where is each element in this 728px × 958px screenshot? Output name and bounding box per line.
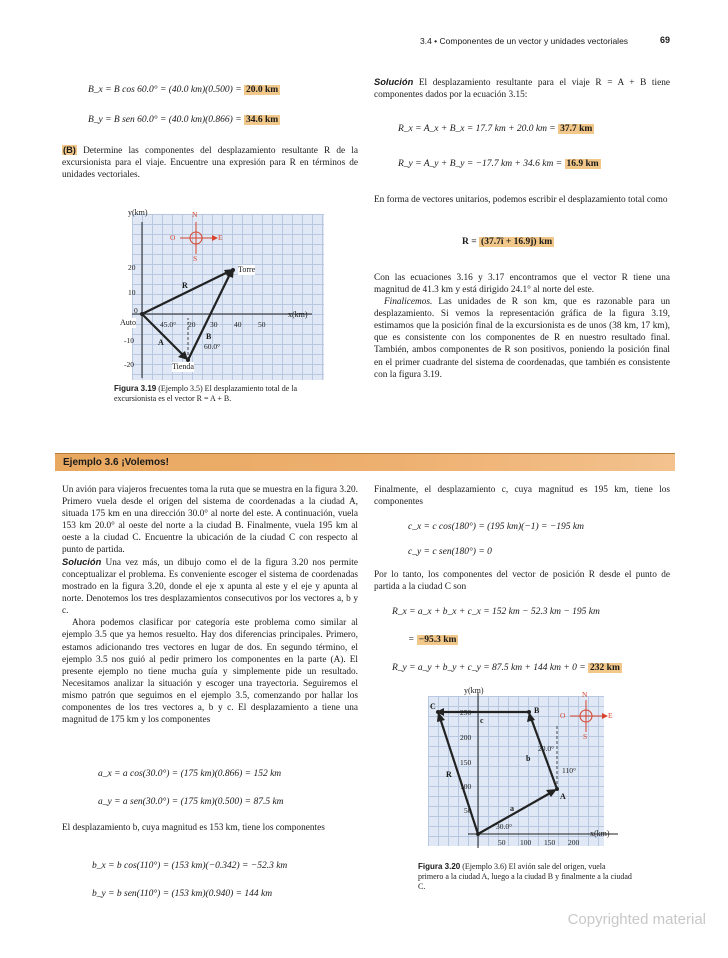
c-displacement-paragraph: Finalmente, el desplazamiento c, cuya magnitud es 195 km, tiene los componentes — [374, 485, 670, 508]
fig319-compass-n: N — [192, 210, 198, 219]
equation-ax: a_x = a cos(30.0°) = (175 km)(0.866) = 152 km — [98, 769, 282, 779]
fig319-ytick-10: 10 — [128, 288, 136, 297]
figure-3-19-caption-text: (Ejemplo 3.5) El desplazamiento total de la excursionista es el vector R = A + B. — [114, 384, 298, 403]
equation-rx-bottom-result: −95.3 km — [418, 635, 457, 645]
figure-3-19-caption-label: Figura 3.19 — [114, 384, 157, 393]
figure-3-19 — [112, 208, 324, 380]
fig320-xtick-150: 150 — [544, 838, 556, 847]
compass-icon — [180, 222, 218, 254]
fig320-city-b: B — [534, 706, 540, 715]
part-b-paragraph — [62, 144, 358, 181]
figure-3-20-caption-label: Figura 3.20 — [418, 862, 461, 871]
vector-r — [142, 271, 230, 314]
fig320-angle-110: 110° — [562, 766, 576, 775]
example-intro: Un avión para viajeros frecuentes toma la ruta que se muestra en la figura 3.20. Primero vuela desde el origen del sistema de coordenadas a la ciudad A, situada 175 km en una dirección 30.0° al norte del este. A continuación, vuela 153 km 20.0° al oeste del norte a la ciudad B. Finalmente, vuela 195 km al oeste a la ciudad C. Encuentre la ubicación de la ciudad C con respecto al punto de partida. — [62, 485, 358, 556]
equation-r-unit — [462, 236, 554, 248]
finalize-paragraph — [374, 296, 670, 381]
equation-rx-bottom-2 — [408, 634, 458, 646]
fig319-label-r: R — [182, 281, 188, 290]
equation-ry-top-result: 16.9 km — [566, 159, 599, 169]
fig319-xtick-40: 40 — [234, 320, 242, 329]
fig320-xtick-200: 200 — [568, 838, 580, 847]
fig319-ytick-0: 0 — [134, 306, 138, 315]
solution-label-top: Solución — [374, 77, 414, 87]
example-banner — [55, 453, 675, 471]
fig320-city-c: C — [430, 702, 436, 711]
equation-bx-2: b_x = b cos(110°) = (153 km)(−0.342) = −52.3 km — [92, 861, 288, 871]
running-header — [420, 36, 628, 47]
example-solution-s2: Ahora podemos clasificar por categoría este problema como similar al ejemplo 3.5 que ya hemos resuelto. Hay dos diferencias principales. Primero, estamos adicionando tres vectores en lugar de dos. En segundo término, el ejemplo 3.5 nos guió al pedir primero los componentes en la parte (A). El presente ejemplo no tiene mucha guía y simplemente pide un resultado. Necesitamos analizar la situación y escoger una trayectoria. Seguiremos el mismo patrón que seguimos en el ejemplo 3.5, comenzando por hallar los componentes de los tres vectores a, b y c. El desplazamiento a tiene una magnitud de 175 km y los componentes — [62, 618, 358, 726]
equation-ry-top — [398, 158, 601, 170]
fig319-label-torre: Torre — [238, 265, 256, 274]
fig320-vec-r: R — [446, 770, 452, 779]
equation-bx-text: B_x = B cos 60.0° = (40.0 km)(0.500) = — [88, 85, 242, 95]
unit-vector-paragraph: En forma de vectores unitarios, podemos escribir el desplazamiento total como — [374, 195, 668, 205]
running-title: 3.4 • Componentes de un vector y unidades vectoriales — [420, 36, 629, 46]
magnitude-paragraph — [374, 272, 670, 381]
fig319-ytick-20: 20 — [128, 263, 136, 272]
equation-ry-bottom-text: R_y = a_y + b_y + c_y = 87.5 km + 144 km + 0 = — [392, 663, 586, 673]
equation-rx-top-result: 37.7 km — [560, 124, 593, 134]
fig319-ytick-minus10: -10 — [124, 336, 134, 345]
part-b-label: (B) — [63, 145, 76, 155]
figure-3-20 — [418, 686, 630, 854]
fig319-label-a: A — [158, 338, 164, 347]
compass-320-icon — [570, 700, 608, 732]
fig319-xtick-50: 50 — [258, 320, 266, 329]
vector-a-320 — [478, 792, 552, 834]
fig320-compass-n: N — [582, 690, 588, 699]
equation-cx: c_x = c cos(180°) = (195 km)(−1) = −195 km — [408, 522, 584, 532]
fig319-compass-o: O — [170, 233, 176, 242]
fig320-compass-s: S — [583, 732, 588, 741]
figure-3-20-caption-text: (Ejemplo 3.6) El avión sale del origen, vuela primero a la ciudad A, luego a la ciudad B y finalmente a la ciudad C. — [418, 862, 632, 891]
fig319-label-b: B — [206, 332, 212, 341]
fig320-ytick-250: 250 — [460, 708, 472, 717]
example-solution-paragraph — [62, 556, 358, 726]
equation-by — [88, 114, 280, 126]
fig319-axis-x: x(km) — [288, 310, 308, 319]
figure-3-19-caption — [114, 384, 324, 404]
fig320-vec-a: a — [510, 804, 514, 813]
fig319-label-tienda: Tienda — [172, 362, 194, 371]
fig320-xtick-100: 100 — [520, 838, 532, 847]
part-b-text: Determine las componentes del desplazamiento resultante R de la excursionista para el viaje. Encuentre una expresión para R en términos de unidades vectoriales. — [62, 146, 359, 181]
fig320-angle-30: 30.0° — [496, 822, 513, 831]
fig319-label-auto: Auto — [120, 318, 136, 327]
equation-ry-top-text: R_y = A_y + B_y = −17.7 km + 34.6 km = — [398, 159, 563, 169]
fig320-city-a: A — [560, 792, 566, 801]
finalize-label: Finalicemos. — [384, 297, 433, 308]
fig320-axis-y: y(km) — [464, 686, 484, 695]
equation-by-result: 34.6 km — [246, 115, 279, 125]
fig320-ytick-200: 200 — [460, 733, 472, 742]
fig319-compass-s: S — [193, 254, 198, 263]
r-components-paragraph: Por lo tanto, los componentes del vector de posición R desde el punto de partida a la ciudad C son — [374, 570, 670, 593]
equation-rx-bottom-2-text: = — [408, 635, 415, 645]
solution-text-top: El desplazamiento resultante para el viaje R = A + B tiene componentes dados por la ecuación 3.15: — [374, 78, 670, 101]
equation-bx — [88, 84, 280, 96]
example-solution-label: Solución — [62, 557, 102, 567]
fig320-vec-c: c — [480, 716, 484, 725]
fig320-xtick-50: 50 — [498, 838, 506, 847]
example-banner-title: Ejemplo 3.6 ¡Volemos! — [63, 457, 169, 468]
fig320-ytick-100: 100 — [460, 782, 472, 791]
equation-r-unit-text: R = — [462, 237, 477, 247]
equation-by-2: b_y = b sen(110°) = (153 km)(0.940) = 144 km — [92, 889, 273, 899]
fig320-vec-b: b — [526, 754, 531, 763]
equation-ry-bottom — [392, 662, 622, 674]
fig319-angle-45: 45.0° — [160, 320, 177, 329]
equation-rx-top-text: R_x = A_x + B_x = 17.7 km + 20.0 km = — [398, 124, 556, 134]
solution-paragraph-top — [374, 76, 670, 101]
fig320-compass-e: E — [608, 711, 613, 720]
fig319-axis-y: y(km) — [128, 208, 148, 217]
equation-ay: a_y = a sen(30.0°) = (175 km)(0.500) = 87.5 km — [98, 797, 284, 807]
equation-by-text: B_y = B sen 60.0° = (40.0 km)(0.866) = — [88, 115, 242, 125]
equation-bx-result: 20.0 km — [246, 85, 279, 95]
finalize-text: Las unidades de R son km, que es razonable para un desplazamiento. Si vemos la representación gráfica de la figura 3.19, estimamos que la posición final de la excursionista es de unos (38 km, 17 km), que es consistente con los componentes de R en nuestro resultado final. También, ambos componentes de R son positivos, poniendo la posición final en el primer cuadrante del sistema de coordenadas, que también es consistente con la figura 3.19. — [374, 297, 671, 380]
equation-rx-top — [398, 123, 594, 135]
watermark: Copyrighted material — [567, 911, 706, 928]
fig319-xtick-20: 20 — [188, 320, 196, 329]
fig319-angle-60: 60.0° — [204, 342, 221, 351]
example-solution-s1: Una vez más, un dibujo como el de la figura 3.20 nos permite conceptualizar el problema. Es conveniente escoger el sistema de coordenadas mostrado en la figura 3.20, donde el eje x apunta al este y el eje y apunta al norte. Denotemos los tres desplazamientos consecutivos por los vectores a, b y c. — [62, 558, 359, 617]
b-displacement-paragraph: El desplazamiento b, cuya magnitud es 153 km, tiene los componentes — [62, 823, 325, 833]
equation-cy: c_y = c sen(180°) = 0 — [408, 547, 492, 557]
figure-3-20-caption — [418, 862, 632, 892]
fig319-xtick-30: 30 — [210, 320, 218, 329]
fig319-compass-e: E — [218, 233, 223, 242]
equation-ry-bottom-result: 232 km — [590, 663, 620, 673]
page-number: 69 — [660, 35, 671, 45]
fig320-compass-o: O — [560, 711, 566, 720]
fig320-ytick-50: 50 — [464, 806, 472, 815]
magnitude-text: Con las ecuaciones 3.16 y 3.17 encontramos que el vector R tiene una magnitud de 41.3 km y está dirigido 24.1° al norte del este. — [374, 273, 670, 296]
fig320-angle-20: 20.0° — [538, 744, 555, 753]
equation-r-unit-result: (37.7î + 16.9ĵ) km — [481, 237, 553, 247]
equation-rx-bottom: R_x = a_x + b_x + c_x = 152 km − 52.3 km − 195 km — [392, 607, 600, 617]
fig320-ytick-150: 150 — [460, 758, 472, 767]
fig320-axis-x: x(km) — [590, 829, 610, 838]
fig319-ytick-minus20: -20 — [124, 360, 134, 369]
